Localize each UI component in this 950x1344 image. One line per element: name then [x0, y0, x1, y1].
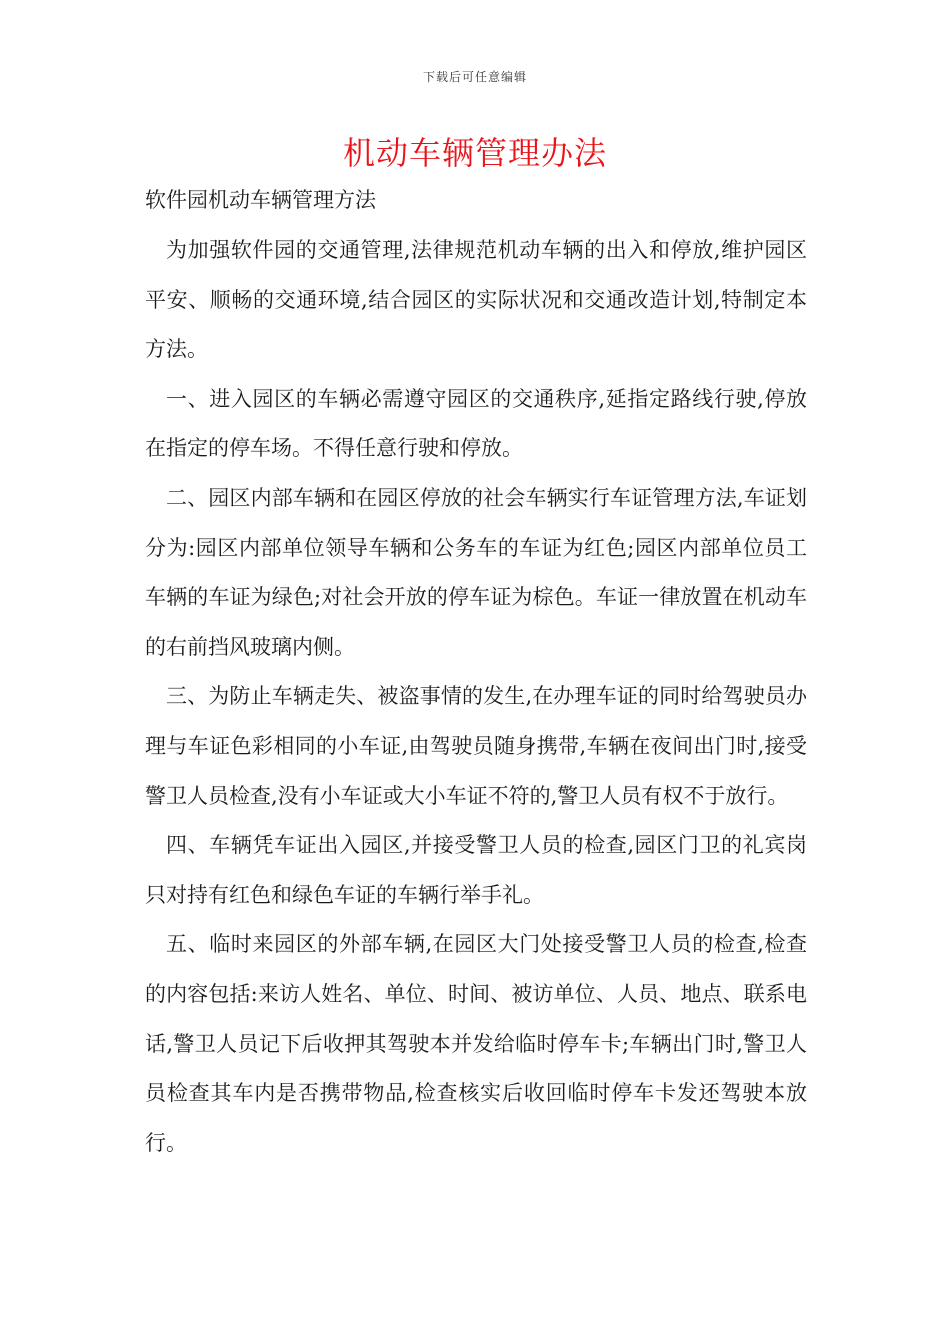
document-title: 机动车辆管理办法 — [342, 134, 607, 172]
document-subtitle: 软件园机动车辆管理方法 — [145, 188, 376, 212]
header-note: 下载后可任意编辑 — [422, 70, 527, 84]
paragraph-intro: 为加强软件园的交通管理,法律规范机动车辆的出入和停放,维护园区平安、顺畅的交通环境,结合园区的实际状况和交通改造计划,特制定本方法。 — [145, 238, 807, 362]
paragraph-1: 一、进入园区的车辆必需遵守园区的交通秩序,延指定路线行驶,停放在指定的停车场。不得任意行驶和停放。 — [145, 386, 807, 461]
paragraph-4: 四、车辆凭车证出入园区,并接受警卫人员的检查,园区门卫的礼宾岗只对持有红色和绿色车证的车辆行举手礼。 — [145, 833, 807, 907]
paragraph-3: 三、为防止车辆走失、被盗事情的发生,在办理车证的同时给驾驶员办理与车证色彩相同的小车证,由驾驶员随身携带,车辆在夜间出门时,接受警卫人员检查,没有小车证或大小车证不符的,警卫人员有权不于放行。 — [145, 684, 807, 808]
document-body — [145, 180, 807, 1168]
paragraph-2: 二、园区内部车辆和在园区停放的社会车辆实行车证管理方法,车证划分为:园区内部单位领导车辆和公务车的车证为红色;园区内部单位员工车辆的车证为绿色;对社会开放的停车证为棕色。车证一律放置在机动车的右前挡风玻璃内侧。 — [145, 485, 807, 659]
paragraph-5: 五、临时来园区的外部车辆,在园区大门处接受警卫人员的检查,检查的内容包括:来访人姓名、单位、时间、被访单位、人员、地点、联系电话,警卫人员记下后收押其驾驶本并发给临时停车卡;车辆出门时,警卫人员检查其车内是否携带物品,检查核实后收回临时停车卡发还驾驶本放行。 — [145, 932, 807, 1155]
